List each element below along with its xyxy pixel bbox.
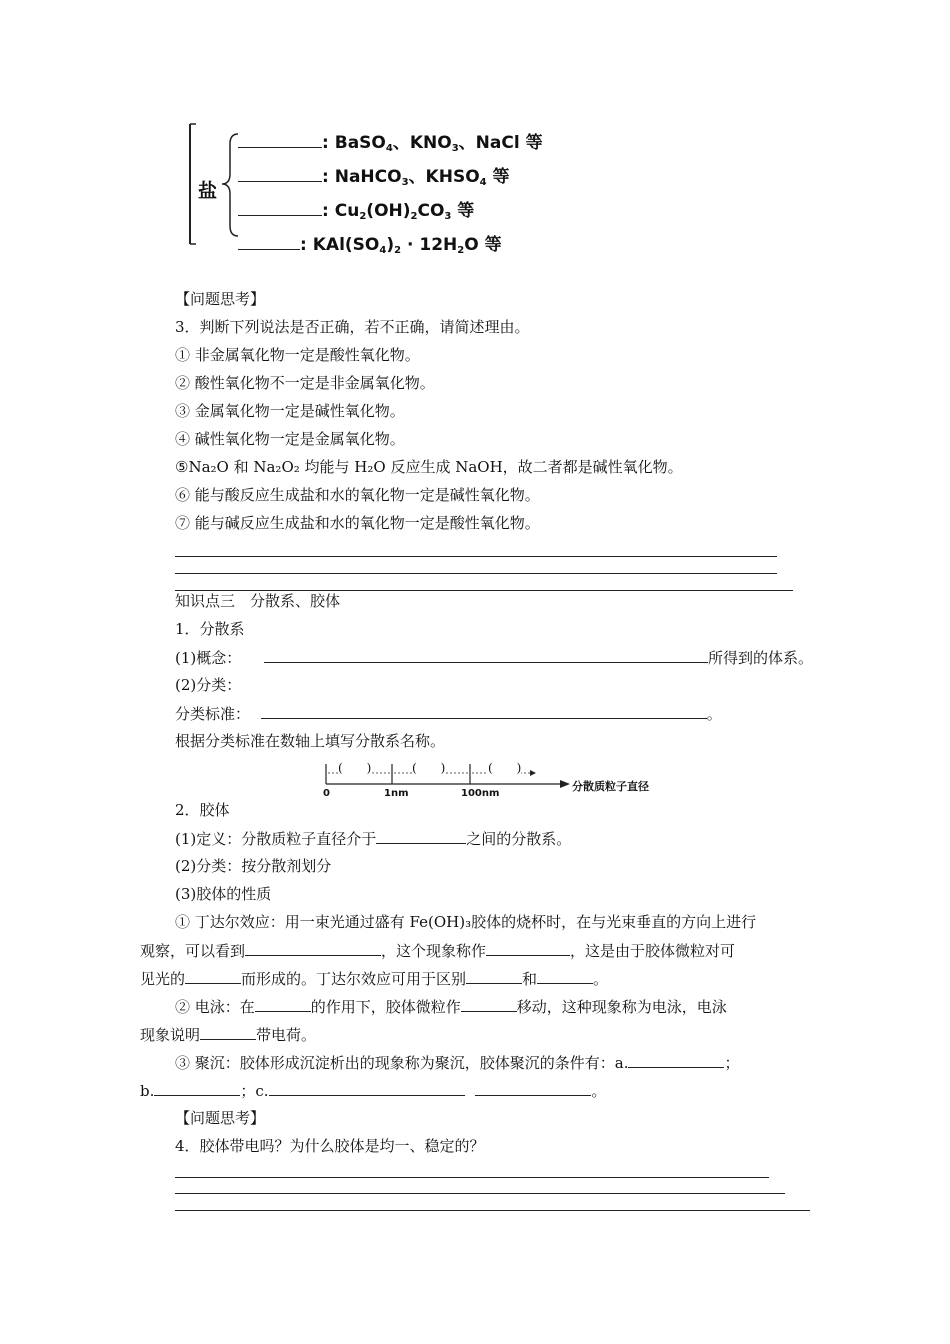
- text: 见光的: [140, 970, 186, 988]
- blank[interactable]: [245, 941, 381, 956]
- text: 带电荷。: [256, 1026, 317, 1044]
- axis-title: 分散质粒子直径: [572, 780, 649, 793]
- question-heading: 【问题思考】: [175, 290, 266, 308]
- axis-tick-label: 0: [323, 788, 330, 799]
- concept-label: (1)概念：: [175, 649, 242, 667]
- blank[interactable]: [376, 829, 466, 844]
- blank[interactable]: [200, 1025, 256, 1040]
- section-title: 知识点三 分散系、胶体: [175, 592, 341, 610]
- text: ③ 聚沉：胶体形成沉淀析出的现象称为聚沉，胶体聚沉的条件有：a.: [175, 1054, 629, 1072]
- salt-row-basic: : $Cu_2(OH)_2CO_3$ 等: [238, 196, 474, 221]
- question-heading: 【问题思考】: [175, 1109, 266, 1127]
- definition-line: [175, 829, 571, 848]
- question-text: 3．判断下列说法是否正确，若不正确，请简述理由。: [175, 318, 530, 336]
- axis-paren[interactable]: ( ): [412, 761, 446, 775]
- answer-line[interactable]: [175, 573, 777, 574]
- blank[interactable]: [475, 1081, 591, 1096]
- answer-line[interactable]: [175, 556, 777, 557]
- statement-item: ④ 碱性氧化物一定是金属氧化物。: [175, 430, 405, 448]
- text: 的作用下，胶体微粒作: [310, 998, 461, 1016]
- answer-line[interactable]: [175, 1210, 810, 1211]
- statement-item: ③ 金属氧化物一定是碱性氧化物。: [175, 402, 405, 420]
- axis-paren[interactable]: ( ): [488, 761, 522, 775]
- statement-item: ⑥ 能与酸反应生成盐和水的氧化物一定是碱性氧化物。: [175, 486, 540, 504]
- tyndall-line-a: ① 丁达尔效应：用一束光通过盛有 Fe(OH)₃胶体的烧杯时，在与光束垂直的方向上进行: [175, 913, 757, 931]
- subsection-title: 1．分散系: [175, 620, 245, 638]
- properties-title: (3)胶体的性质: [175, 885, 272, 903]
- answer-line[interactable]: [175, 1193, 785, 1194]
- standard-label: 分类标准：: [175, 705, 251, 723]
- text: ，这是由于胶体微粒对可: [570, 942, 736, 960]
- blank[interactable]: [628, 1053, 724, 1068]
- text: 现象说明: [140, 1026, 201, 1044]
- blank[interactable]: [255, 997, 311, 1012]
- axis-tick-label: 1nm: [384, 788, 409, 799]
- text: ；c.: [240, 1082, 269, 1100]
- blank[interactable]: [154, 1081, 240, 1096]
- coagulation-line-a: [175, 1053, 740, 1072]
- blank[interactable]: [185, 969, 241, 984]
- blank[interactable]: [264, 648, 708, 663]
- electrophoresis-line-b: [140, 1025, 316, 1044]
- tyndall-line-c: [140, 969, 608, 988]
- formula: $KAl(SO_4)_2 \cdot 12H_2O$ 等: [312, 235, 502, 256]
- standard-suffix: 。: [706, 705, 722, 723]
- blank[interactable]: [238, 133, 322, 148]
- question-text: 4．胶体带电吗？为什么胶体是均一、稳定的？: [175, 1137, 485, 1155]
- blank[interactable]: [486, 941, 570, 956]
- salt-row-normal: : BaSO$_4$、$KNO_3$、NaCl 等: [238, 128, 543, 153]
- statement-item: ② 酸性氧化物不一定是非金属氧化物。: [175, 374, 435, 392]
- standard-line: [175, 704, 722, 723]
- tyndall-line-b: [140, 941, 735, 960]
- formula: BaSO$_4$、$KNO_3$、NaCl 等: [334, 133, 543, 154]
- statement-item: ⑦ 能与碱反应生成盐和水的氧化物一定是酸性氧化物。: [175, 514, 540, 532]
- blank[interactable]: [238, 235, 300, 250]
- text: 而形成的。丁达尔效应可用于区别: [241, 970, 467, 988]
- blank[interactable]: [238, 167, 322, 182]
- fill-note: 根据分类标准在数轴上填写分散系名称。: [175, 732, 446, 750]
- salt-label: 盐: [198, 180, 218, 202]
- concept-line: [175, 648, 813, 667]
- text: 观察，可以看到: [140, 942, 246, 960]
- text: 。: [593, 970, 609, 988]
- definition-suffix: 之间的分散系。: [466, 830, 572, 848]
- answer-line[interactable]: [175, 590, 793, 591]
- salt-row-double: : $KAl(SO_4)_2 \cdot 12H_2O$ 等: [238, 230, 502, 255]
- axis-paren[interactable]: ( ): [338, 761, 372, 775]
- text: 。: [591, 1082, 607, 1100]
- text: ；: [724, 1054, 740, 1072]
- text: ② 电泳：在: [175, 998, 255, 1016]
- axis-tick-label: 100nm: [461, 788, 500, 799]
- formula: $Cu_2(OH)_2CO_3$ 等: [334, 201, 475, 222]
- text: 移动，这种现象称为电泳，电泳: [516, 998, 727, 1016]
- blank[interactable]: [537, 969, 593, 984]
- classification-line: (2)分类：按分散剂划分: [175, 857, 332, 875]
- statement-item: ① 非金属氧化物一定是酸性氧化物。: [175, 346, 420, 364]
- concept-suffix: 所得到的体系。: [708, 649, 814, 667]
- blank[interactable]: [238, 201, 322, 216]
- statement-item: ⑤Na₂O 和 Na₂O₂ 均能与 H₂O 反应生成 NaOH，故二者都是碱性氧化物。: [175, 458, 683, 476]
- text: ，这个现象称作: [381, 942, 487, 960]
- class-label: (2)分类：: [175, 676, 242, 694]
- text: 和: [522, 970, 538, 988]
- dispersion-axis: [320, 758, 670, 800]
- answer-line[interactable]: [175, 1177, 769, 1178]
- salt-row-acid: : NaHCO$_3$、$KHSO_4$ 等: [238, 162, 510, 187]
- formula: NaHCO$_3$、$KHSO_4$ 等: [334, 167, 510, 188]
- blank[interactable]: [466, 969, 522, 984]
- definition-prefix: (1)定义：分散质粒子直径介于: [175, 830, 377, 848]
- coagulation-line-b: [140, 1081, 606, 1100]
- text: b.: [140, 1082, 155, 1100]
- blank[interactable]: [461, 997, 517, 1012]
- subsection-title: 2．胶体: [175, 801, 230, 819]
- blank[interactable]: [261, 704, 707, 719]
- blank[interactable]: [269, 1081, 465, 1096]
- electrophoresis-line-a: [175, 997, 727, 1016]
